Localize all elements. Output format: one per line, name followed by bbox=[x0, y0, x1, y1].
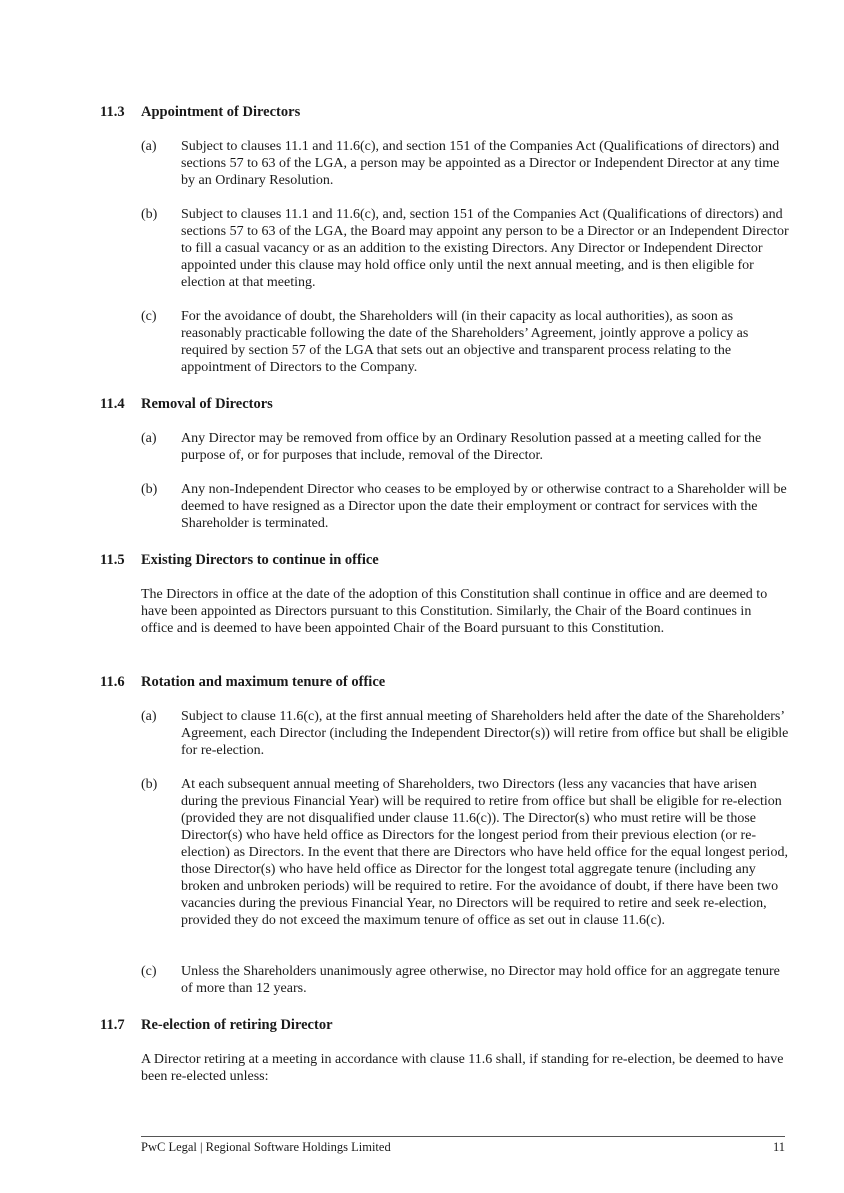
page-number: 11 bbox=[772, 1140, 785, 1154]
section-number: 11.6 bbox=[100, 674, 125, 690]
clause-text: Any Director may be removed from office by an Ordinary Resolution passed at a meeting called for the purpose of, or for purposes that include, removal of the Director. bbox=[181, 431, 762, 463]
clause-label: (b) bbox=[141, 482, 158, 497]
clause-text: For the avoidance of doubt, the Shareholders will (in their capacity as local authorities), as soon as reasonably practicable following the date of the Shareholders’ Agreement, jointly approve a policy as required by section 57 of the LGA that sets out an objective and transparent process relating to the appointment of Directors to the Company. bbox=[181, 309, 749, 375]
footer-text: PwC Legal | Regional Software Holdings Limited bbox=[141, 1140, 391, 1154]
section-paragraph: A Director retiring at a meeting in accordance with clause 11.6 shall, if standing for re-election, be deemed to have been re-elected unless: bbox=[141, 1052, 784, 1084]
section-title: Appointment of Directors bbox=[141, 104, 301, 120]
clause-text: Subject to clauses 11.1 and 11.6(c), and, section 151 of the Companies Act (Qualifications of directors) and sections 57 to 63 of the LGA, the Board may appoint any person to be a Director or an Independent Director to fill a casual vacancy or as an addition to the existing Directors. Any Director or Independent Director appointed under this clause may hold office only until the next annual meeting, and is then eligible for election at that meeting. bbox=[181, 207, 789, 290]
section-title: Removal of Directors bbox=[141, 396, 273, 412]
clause-text: Any non-Independent Director who ceases to be employed by or otherwise contract to a Shareholder will be deemed to have resigned as a Director upon the date their employment or contract for services with the Shareholder is terminated. bbox=[181, 482, 787, 531]
clause-label: (c) bbox=[141, 964, 157, 979]
section-title: Re-election of retiring Director bbox=[141, 1017, 333, 1033]
section-paragraph: The Directors in office at the date of the adoption of this Constitution shall continue in office and are deemed to have been appointed as Directors pursuant to this Constitution. Similarly, the Chair of the Board continues in office and is deemed to have been appointed Chair of the Board pursuant to this Constitution. bbox=[141, 587, 768, 636]
clause-text: Subject to clause 11.6(c), at the first annual meeting of Shareholders held after the date of the Shareholders’ Agreement, each Director (including the Independent Director(s)) will retire from office but shall be eligible for re-election. bbox=[181, 709, 789, 758]
section-number: 11.5 bbox=[100, 552, 125, 568]
clause-label: (a) bbox=[141, 139, 157, 154]
section-number: 11.4 bbox=[100, 396, 125, 412]
section-number: 11.3 bbox=[100, 104, 125, 120]
clause-text: Subject to clauses 11.1 and 11.6(c), and section 151 of the Companies Act (Qualifications of directors) and sections 57 to 63 of the LGA, a person may be appointed as a Director or Independent Director at any time by an Ordinary Resolution. bbox=[181, 139, 780, 188]
section-title: Rotation and maximum tenure of office bbox=[141, 674, 386, 690]
clause-label: (a) bbox=[141, 709, 157, 724]
section-number: 11.7 bbox=[100, 1017, 125, 1033]
clause-label: (a) bbox=[141, 431, 157, 446]
clause-label: (c) bbox=[141, 309, 157, 324]
clause-label: (b) bbox=[141, 777, 158, 792]
clause-label: (b) bbox=[141, 207, 158, 222]
footer-divider bbox=[141, 1136, 785, 1137]
clause-text: Unless the Shareholders unanimously agree otherwise, no Director may hold office for an aggregate tenure of more than 12 years. bbox=[181, 964, 780, 996]
section-title: Existing Directors to continue in office bbox=[141, 552, 379, 568]
clause-text: At each subsequent annual meeting of Shareholders, two Directors (less any vacancies that have arisen during the previous Financial Year) will be required to retire from office but shall be eligible for re-election (provided they are not disqualified under clause 11.6(c)). The Director(s) who must retire will be those Director(s) who have held office as Directors for the longest period from their previous election (or re-election) as Directors. In the event that there are Directors who have held office for the equal longest period, those Director(s) who have held office as Director for the longest total aggregate tenure (including any broken and unbroken periods) will be required to retire. For the avoidance of doubt, if there have been two vacancies during the previous Financial Year, no Directors will be required to retire and seek re-election, provided they do not exceed the maximum tenure of office as set out in clause 11.6(c). bbox=[181, 777, 788, 928]
